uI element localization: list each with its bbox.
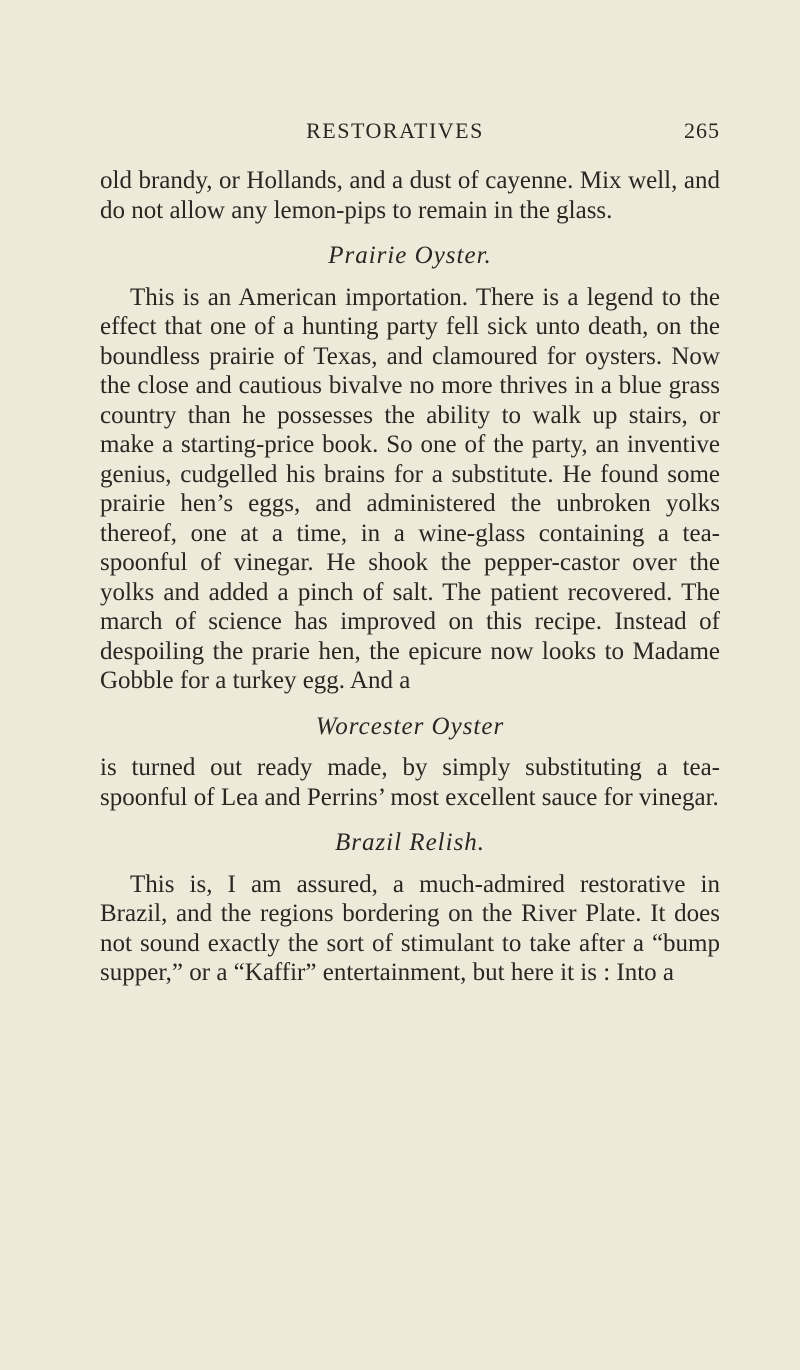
paragraph-worcester-oyster: is turned out ready made, by simply substituting a tea-spoonful of Lea and Perrins’ most excellent sauce for vinegar. (100, 754, 720, 811)
paragraph-brazil-relish: This is, I am assured, a much-admired restorative in Brazil, and the regions bordering on the River Plate. It does not sound exactly the sort of stimulant to take after a “bump supper,” or a “Kaffir” entertainment, but here it is : Into a (100, 870, 720, 986)
heading-prairie-oyster: Prairie Oyster. (328, 242, 492, 269)
paragraph-continuation: old brandy, or Hollands, and a dust of cayenne. Mix well, and do not allow any lemon-pips to remain in the glass. (100, 167, 720, 224)
page-number: 265 (684, 118, 720, 143)
running-title: RESTORATIVES (306, 118, 484, 143)
heading-worcester-oyster: Worcester Oyster (315, 712, 505, 740)
heading-brazil-relish: Brazil Relish. (334, 829, 486, 856)
running-header (100, 114, 720, 148)
body-text (100, 166, 720, 988)
paragraph-prairie-oyster: This is an American importation. There is a legend to the effect that one of a hunting party fell sick unto death, on the boundless prairie of Texas, and clamoured for oysters. Now the close and cautious bivalve no more thrives in a blue grass country than he possesses the ability to walk up stairs, or make a starting-price book. So one of the party, an inventive genius, cudgelled his brains for a substitute. He found some prairie hen’s eggs, and administered the unbroken yolks thereof, one at a time, in a wine-glass containing a tea-spoonful of vinegar. He shook the pepper-castor over the yolks and added a pinch of salt. The patient recovered. The march of science has improved on this recipe. Instead of despoiling the prarie hen, the epicure now looks to Madame Gobble for a turkey egg. And a (100, 283, 720, 694)
